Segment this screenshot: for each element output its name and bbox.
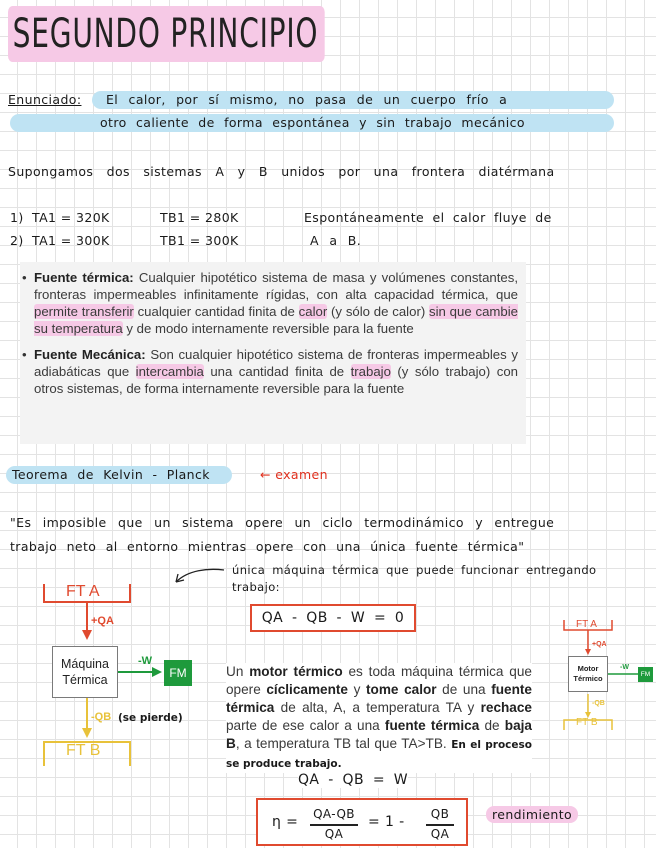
- small-fm-box: FM: [638, 667, 653, 682]
- highlight-intercambia: intercambia: [135, 364, 204, 379]
- annotation-line-2: trabajo:: [232, 580, 280, 594]
- small-fta-label: FT A: [576, 619, 597, 630]
- efficiency-box: [256, 798, 468, 846]
- case-2-ta: TA1 = 300K: [32, 233, 110, 248]
- motor-bold-7: baja B: [226, 718, 532, 751]
- large-ftb-label: FT B: [66, 742, 101, 759]
- kelvin-label: Teorema de Kelvin - Planck: [12, 467, 210, 482]
- exam-note: ← examen: [260, 467, 328, 482]
- motor-bold-6: fuente térmica: [384, 718, 480, 733]
- annotation-line-1: única máquina térmica que puede funcionar entregando: [232, 563, 597, 577]
- small-qb-label: -QB: [592, 700, 605, 707]
- fuente-mecanica-item: • Fuente Mecánica: Son cualquier hipotético sistema de fronteras impermeables y adiabáticas que intercambia una cantidad finita de trabajo (y sólo trabajo) con otros sistemas, de forma internamente reversible para la fuente: [20, 346, 526, 397]
- motor-bold-3: tome calor: [366, 682, 437, 697]
- fuente-termica-item: • Fuente térmica: Cualquier hipotético sistema de masa y volúmenes constantes, fronteras impermeables infinitamente rígidas, con alta capacidad térmica, que permite transferir cualquier cantidad finita de calor (y sólo de calor) sin que cambie su temperatura y de modo internamente reversible para la fuente: [20, 269, 526, 337]
- highlight-trabajo: trabajo: [350, 364, 391, 379]
- case-1-ta: TA1 = 320K: [32, 210, 110, 225]
- case-1-tb: TB1 = 280K: [160, 210, 239, 225]
- large-qb-note: (se pierde): [118, 712, 183, 724]
- case-note-line-1: Espontáneamente el calor fluye de: [304, 210, 552, 225]
- case-note-line-2: A a B.: [310, 233, 362, 248]
- enunciado-label: Enunciado:: [8, 92, 82, 107]
- large-machine-line-2: Térmica: [62, 673, 108, 687]
- large-machine-line-1: Máquina: [61, 657, 109, 671]
- fuente-termica-label: Fuente térmica:: [34, 270, 134, 285]
- large-fm-box: FM: [164, 660, 192, 686]
- kelvin-quote-line-1: "Es imposible que un sistema opere un ciclo termodinámico y entregue: [10, 515, 555, 530]
- small-machine-box: [568, 656, 608, 692]
- large-machine-box: [52, 646, 118, 698]
- large-qb-label: -QB: [91, 711, 112, 723]
- efficiency-denominator: QA: [324, 827, 344, 841]
- large-fta-label: FT A: [66, 583, 100, 600]
- work-equation: QA - QB = W: [298, 772, 409, 788]
- kelvin-quote-line-2: trabajo neto al entorno mientras opere con una única fuente térmica": [10, 539, 525, 554]
- small-qa-label: +QA: [592, 641, 607, 648]
- motor-hand-note: En el proceso se produce trabajo.: [226, 739, 532, 770]
- motor-bold-4: fuente térmica: [226, 682, 532, 715]
- small-machine-line-2: Térmico: [573, 674, 603, 683]
- highlight-sin-cambio-temperatura: sin que cambie su temperatura: [34, 304, 518, 336]
- small-ftb-label: FT B: [576, 717, 598, 728]
- small-w-label: -W: [620, 664, 629, 671]
- highlight-calor: calor: [298, 304, 328, 319]
- efficiency-middle: = 1 -: [368, 814, 405, 830]
- case-2-tb: TB1 = 300K: [160, 233, 239, 248]
- efficiency-denominator-2: QA: [430, 827, 450, 841]
- enunciado-line-1: El calor, por sí mismo, no pasa de un cuerpo frío a: [106, 92, 508, 107]
- case-2-number: 2): [10, 233, 24, 248]
- efficiency-numerator-2: QB: [430, 807, 450, 821]
- equation-box: QA - QB - W = 0: [250, 604, 416, 632]
- motor-bold-1: motor térmico: [249, 664, 343, 679]
- fraction-bar-1: [310, 824, 358, 826]
- large-qa-label: +QA: [91, 615, 114, 627]
- motor-bold-2: cíclicamente: [266, 682, 348, 697]
- large-w-label: -W: [138, 655, 153, 667]
- rendimiento-label: rendimiento: [486, 806, 578, 823]
- enunciado-line-2: otro caliente de forma espontánea y sin trabajo mecánico: [100, 115, 525, 130]
- page-title: SEGUNDO PRINCIPIO: [8, 6, 325, 62]
- fraction-bar-2: [426, 824, 454, 826]
- fuente-mecanica-label: Fuente Mecánica:: [34, 347, 146, 362]
- definitions-card: [20, 262, 526, 444]
- highlight-permite-transferir: permite transferir: [34, 304, 134, 319]
- motor-bold-5: rechace: [480, 700, 532, 715]
- suppose-text: Supongamos dos sistemas A y B unidos por una frontera diatérmana: [8, 164, 555, 179]
- case-1-number: 1): [10, 210, 24, 225]
- motor-paragraph: Un motor térmico es toda máquina térmica que opere cíclicamente y tome calor de una fuente térmica de alta, A, a temperatura TA y rechace parte de ese calor a una fuente térmica de baja B, a temperatura TB tal que TA>TB. En el proceso se produce trabajo.: [226, 663, 532, 773]
- small-machine-line-1: Motor: [577, 664, 599, 673]
- efficiency-numerator: QA-QB: [313, 807, 355, 821]
- eta-symbol: η =: [272, 814, 299, 830]
